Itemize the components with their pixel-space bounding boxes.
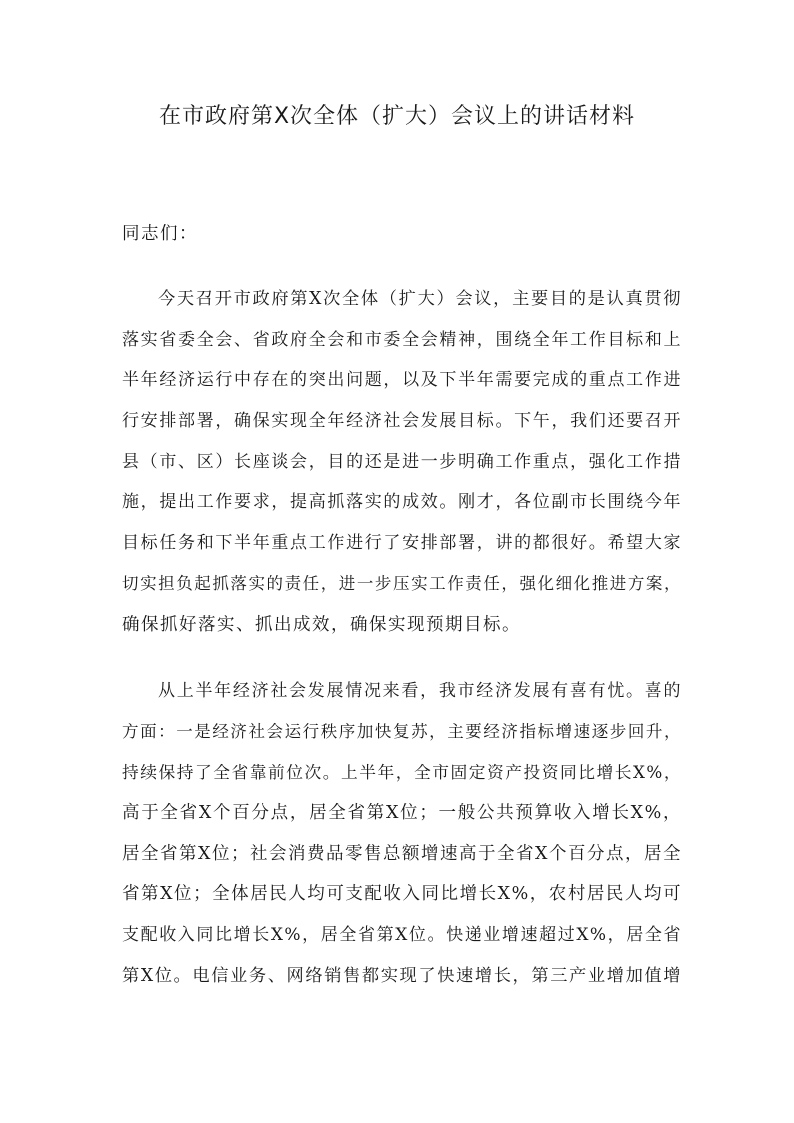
paragraph-line: 居全省第X位；社会消费品零售总额增速高于全省X个百分点，居全 (122, 843, 682, 864)
paragraph-line: 半年经济运行中存在的突出问题，以及下半年需要完成的重点工作进 (122, 370, 682, 391)
paragraph-line: 今天召开市政府第X次全体（扩大）会议，主要目的是认真贯彻 (158, 289, 682, 309)
paragraph-line: 从上半年经济社会发展情况来看，我市经济发展有喜有忧。喜的 (158, 681, 682, 701)
paragraph-line: 确保抓好落实、抓出成效，确保实现预期目标。 (122, 614, 521, 635)
document-title: 在市政府第X次全体（扩大）会议上的讲话材料 (158, 104, 636, 129)
paragraph-1 (122, 287, 682, 653)
paragraph-line: 持续保持了全省靠前位次。上半年，全市固定资产投资同比增长X%， (122, 762, 683, 783)
paragraph-line: 落实省委全会、省政府全会和市委全会精神，围绕全年工作目标和上 (122, 329, 682, 350)
paragraph-line: 目标任务和下半年重点工作进行了安排部署，讲的都很好。希望大家 (122, 533, 682, 554)
paragraph-2 (122, 679, 682, 1005)
paragraph-line: 切实担负起抓落实的责任，进一步压实工作责任，强化细化推进方案， (122, 573, 682, 593)
paragraph-line: 高于全省X个百分点，居全省第X位；一般公共预算收入增长X%， (122, 803, 682, 824)
paragraph-line: 第X位。电信业务、网络销售都实现了快速增长，第三产业增加值增 (122, 965, 682, 986)
paragraph-line: 县（市、区）长座谈会，目的还是进一步明确工作重点，强化工作措 (122, 451, 682, 472)
paragraph-line: 省第X位；全体居民人均可支配收入同比增长X%，农村居民人均可 (122, 884, 682, 905)
paragraph-line: 行安排部署，确保实现全年经济社会发展目标。下午，我们还要召开 (122, 411, 682, 432)
paragraph-line: 方面：一是经济社会运行秩序加快复苏，主要经济指标增速逐步回升， (122, 721, 682, 741)
paragraph-line: 支配收入同比增长X%，居全省第X位。快递业增速超过X%，居全省 (122, 925, 682, 946)
paragraph-line: 施，提出工作要求，提高抓落实的成效。刚才，各位副市长围绕今年 (122, 492, 682, 513)
salutation: 同志们： (122, 224, 198, 244)
